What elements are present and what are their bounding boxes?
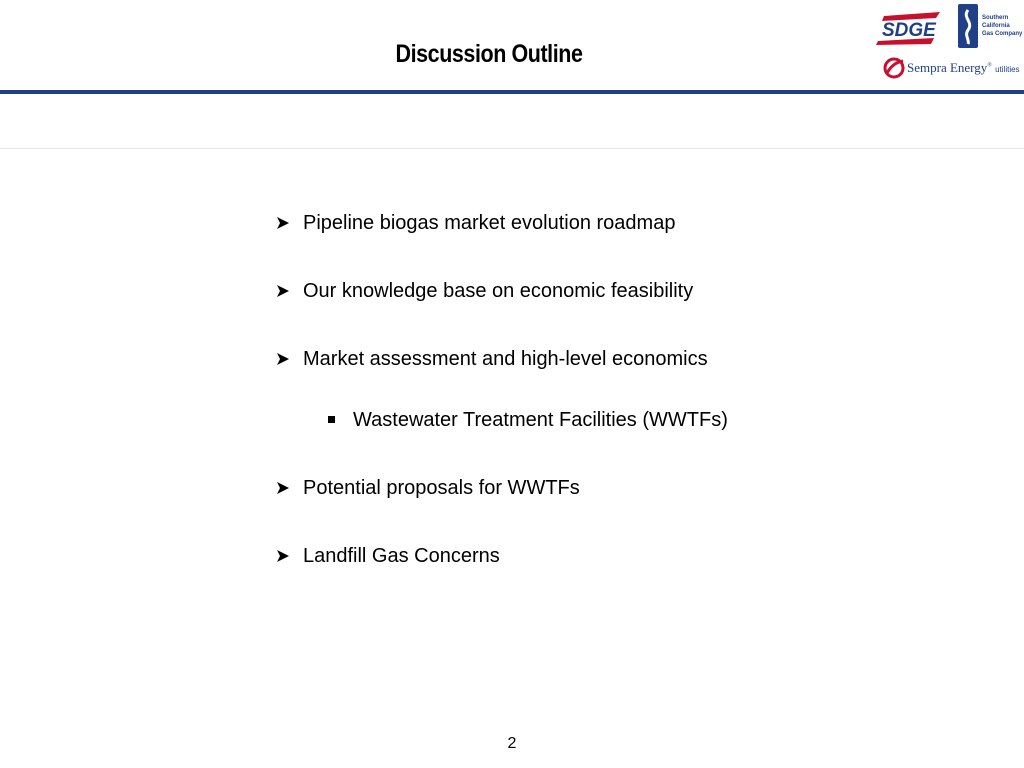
arrow-bullet-icon [276, 476, 303, 500]
outline-item-label: Market assessment and high-level economics [303, 348, 708, 370]
header-rule [0, 90, 1024, 94]
arrow-bullet-icon [276, 211, 303, 235]
outline-item-label: Potential proposals for WWTFs [303, 477, 580, 499]
outline-item [276, 476, 580, 500]
arrow-bullet-icon [276, 347, 303, 371]
sempra-mark-icon [882, 56, 906, 80]
sempra-wordmark: Sempra Energy® utilities [907, 60, 1020, 75]
outline-sub-item [328, 408, 728, 432]
outline-sub-item-label: Wastewater Treatment Facilities (WWTFs) [353, 409, 728, 431]
outline-item-label: Our knowledge base on economic feasibility [303, 280, 694, 302]
arrow-bullet-icon [276, 544, 303, 568]
square-bullet-icon [328, 416, 335, 423]
socalgas-wordmark: Southern California Gas Company [982, 15, 1023, 37]
outline-item [276, 211, 675, 235]
sdge-logo-text: SDGE [882, 20, 936, 41]
outline-item [276, 544, 500, 568]
socalgas-logo [956, 4, 1024, 50]
sdge-logo [876, 12, 942, 48]
outline-item-label: Landfill Gas Concerns [303, 545, 500, 567]
arrow-bullet-icon [276, 279, 303, 303]
outline-item [276, 347, 708, 371]
slide-title: Discussion Outline [395, 40, 583, 68]
sempra-logo [882, 56, 1018, 82]
outline-item-label: Pipeline biogas market evolution roadmap [303, 212, 676, 234]
header-divider [0, 148, 1024, 149]
outline-item [276, 279, 693, 303]
page-number: 2 [507, 735, 517, 752]
